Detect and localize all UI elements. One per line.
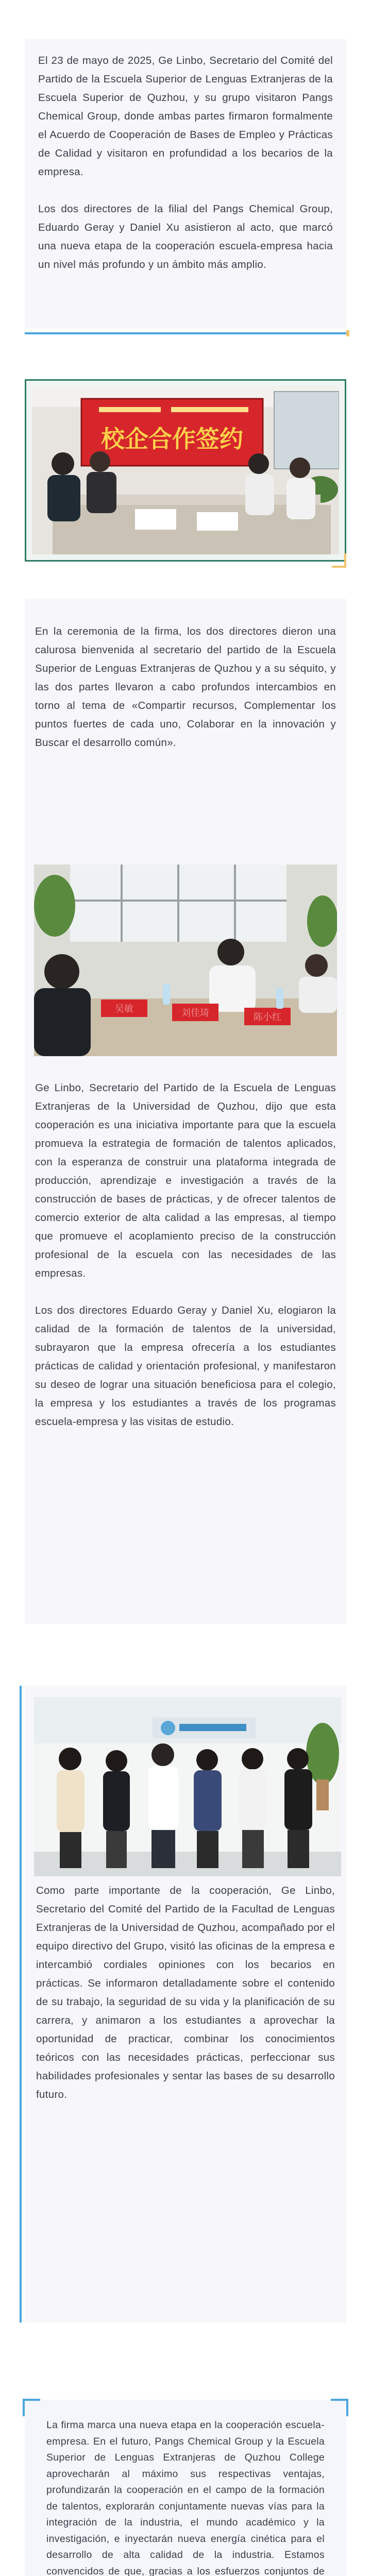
visit-paragraph-1: Como parte importante de la cooperación, Ge Linbo, Secretario del Comité del Partido de la Facultad de Lenguas Extranjeras de la Universidad de Quzhou, acompañado por el equipo directivo del Grupo, visitó las oficinas de la empresa e intercambió cordiales opiniones con los becarios en prácticas. Se informaron detalladamente sobre el contenido de su trabajo, la seguridad de su vida y la planificación de su carrera, y animaron a los estudiantes a aprovechar la oportunidad de practicar, combinar los conocimientos teóricos con las necesidades prácticas, perfeccionar sus habilidades profesionales y sentar las bases de su desarrollo futuro. xyxy=(36,1885,335,2100)
intro-card xyxy=(25,39,346,328)
ceremony-paragraph-3: Los dos directores Eduardo Geray y Daniel Xu, elogiaron la calidad de la formación de talentos de la universidad, subrayaron que la empresa ofrecería a los estudiantes prácticas de calidad y orientación profesional, y manifestaron su deseo de lograr una situación beneficiosa para el colegio, la empresa y los estudiantes a través de los programas escuela-empresa y las visitas de estudio. xyxy=(35,1304,336,1428)
frame-corner-accent xyxy=(332,553,346,568)
ceremony-card xyxy=(25,599,346,1624)
name-plate-3: 陈小红 xyxy=(254,1012,281,1023)
ceremony-paragraph-1: En la ceremonia de la firma, los dos directores dieron una calurosa bienvenida al secretario del partido de la Escuela Superior de Lenguas Extranjeras de Quzhou y a su séquito, y las dos partes llevaron a cabo profundos intercambios en torno al tema de «Compartir recursos, Complementar los puntos fuertes de cada uno, Colaborar en la innovación y Buscar el desarrollo común». xyxy=(35,625,336,749)
meeting-room-photo xyxy=(34,865,337,1056)
intro-paragraph-2: Los dos directores de la filial del Pangs Chemical Group, Eduardo Geray y Daniel Xu asistieron al acto, que marcó una nueva etapa de la cooperación escuela-empresa hacia un nivel más profundo y un ámbito más amplio. xyxy=(38,203,333,270)
intro-paragraph-1: El 23 de mayo de 2025, Ge Linbo, Secretario del Comité del Partido de la Escuela Superior de Lenguas Extranjeras de la Escuela Superior de Quzhou, y su grupo visitaron Pangs Chemical Group, donde ambas partes firmaron formalmente el Acuerdo de Cooperación de Bases de Empleo y Prácticas de Calidad y visitaron en profundidad a los becarios de la empresa. xyxy=(38,55,333,178)
name-plate-2: 刘佳琦 xyxy=(181,1008,209,1019)
banner-text: 校企合作签约 xyxy=(101,425,243,453)
divider-accent xyxy=(346,330,349,336)
visit-side-bar xyxy=(20,1686,22,2323)
name-plate-1: 吴敏 xyxy=(115,1004,133,1014)
corner-bracket-top-right xyxy=(331,2399,348,2416)
group-photo xyxy=(34,1697,341,1876)
ceremony-paragraph-2: Ge Linbo, Secretario del Partido de la Escuela de Lenguas Extranjeras de la Universidad de Quzhou, dijo que esta cooperación es una iniciativa importante para que la escuela promueva la estrategia de formación de talentos aplicados, con la esperanza de construir una plataforma integrada de producción, aprendizaje e investigación a través de la construcción de bases de prácticas, y de ofrecer talentos de comercio exterior de alta calidad a las empresas, al tiempo que promueve el acoplamiento preciso de la construcción profesional de la escuela con las necesidades de las empresas. xyxy=(35,1082,336,1279)
closing-paragraph: La firma marca una nueva etapa en la cooperación escuela-empresa. En el futuro, Pangs Chemical Group y la Escuela Superior de Lenguas Extranjeras de Quzhou College aprovecharán al máximo sus respectivas ventajas, profundizarán la cooperación en el campo de la formación de talentos, explorarán conjuntamente nuevas vías para la integración de la industria, el mundo académico y la investigación, e inyectarán nueva energía cinética para el desarrollo de alta calidad de la industria. Estamos convencidos de que, gracias a los esfuerzos conjuntos de xyxy=(46,2419,325,2576)
signing-ceremony-photo xyxy=(32,386,339,554)
closing-card xyxy=(25,2400,346,2576)
corner-bracket-top-left xyxy=(23,2399,40,2416)
section-divider xyxy=(25,332,349,334)
